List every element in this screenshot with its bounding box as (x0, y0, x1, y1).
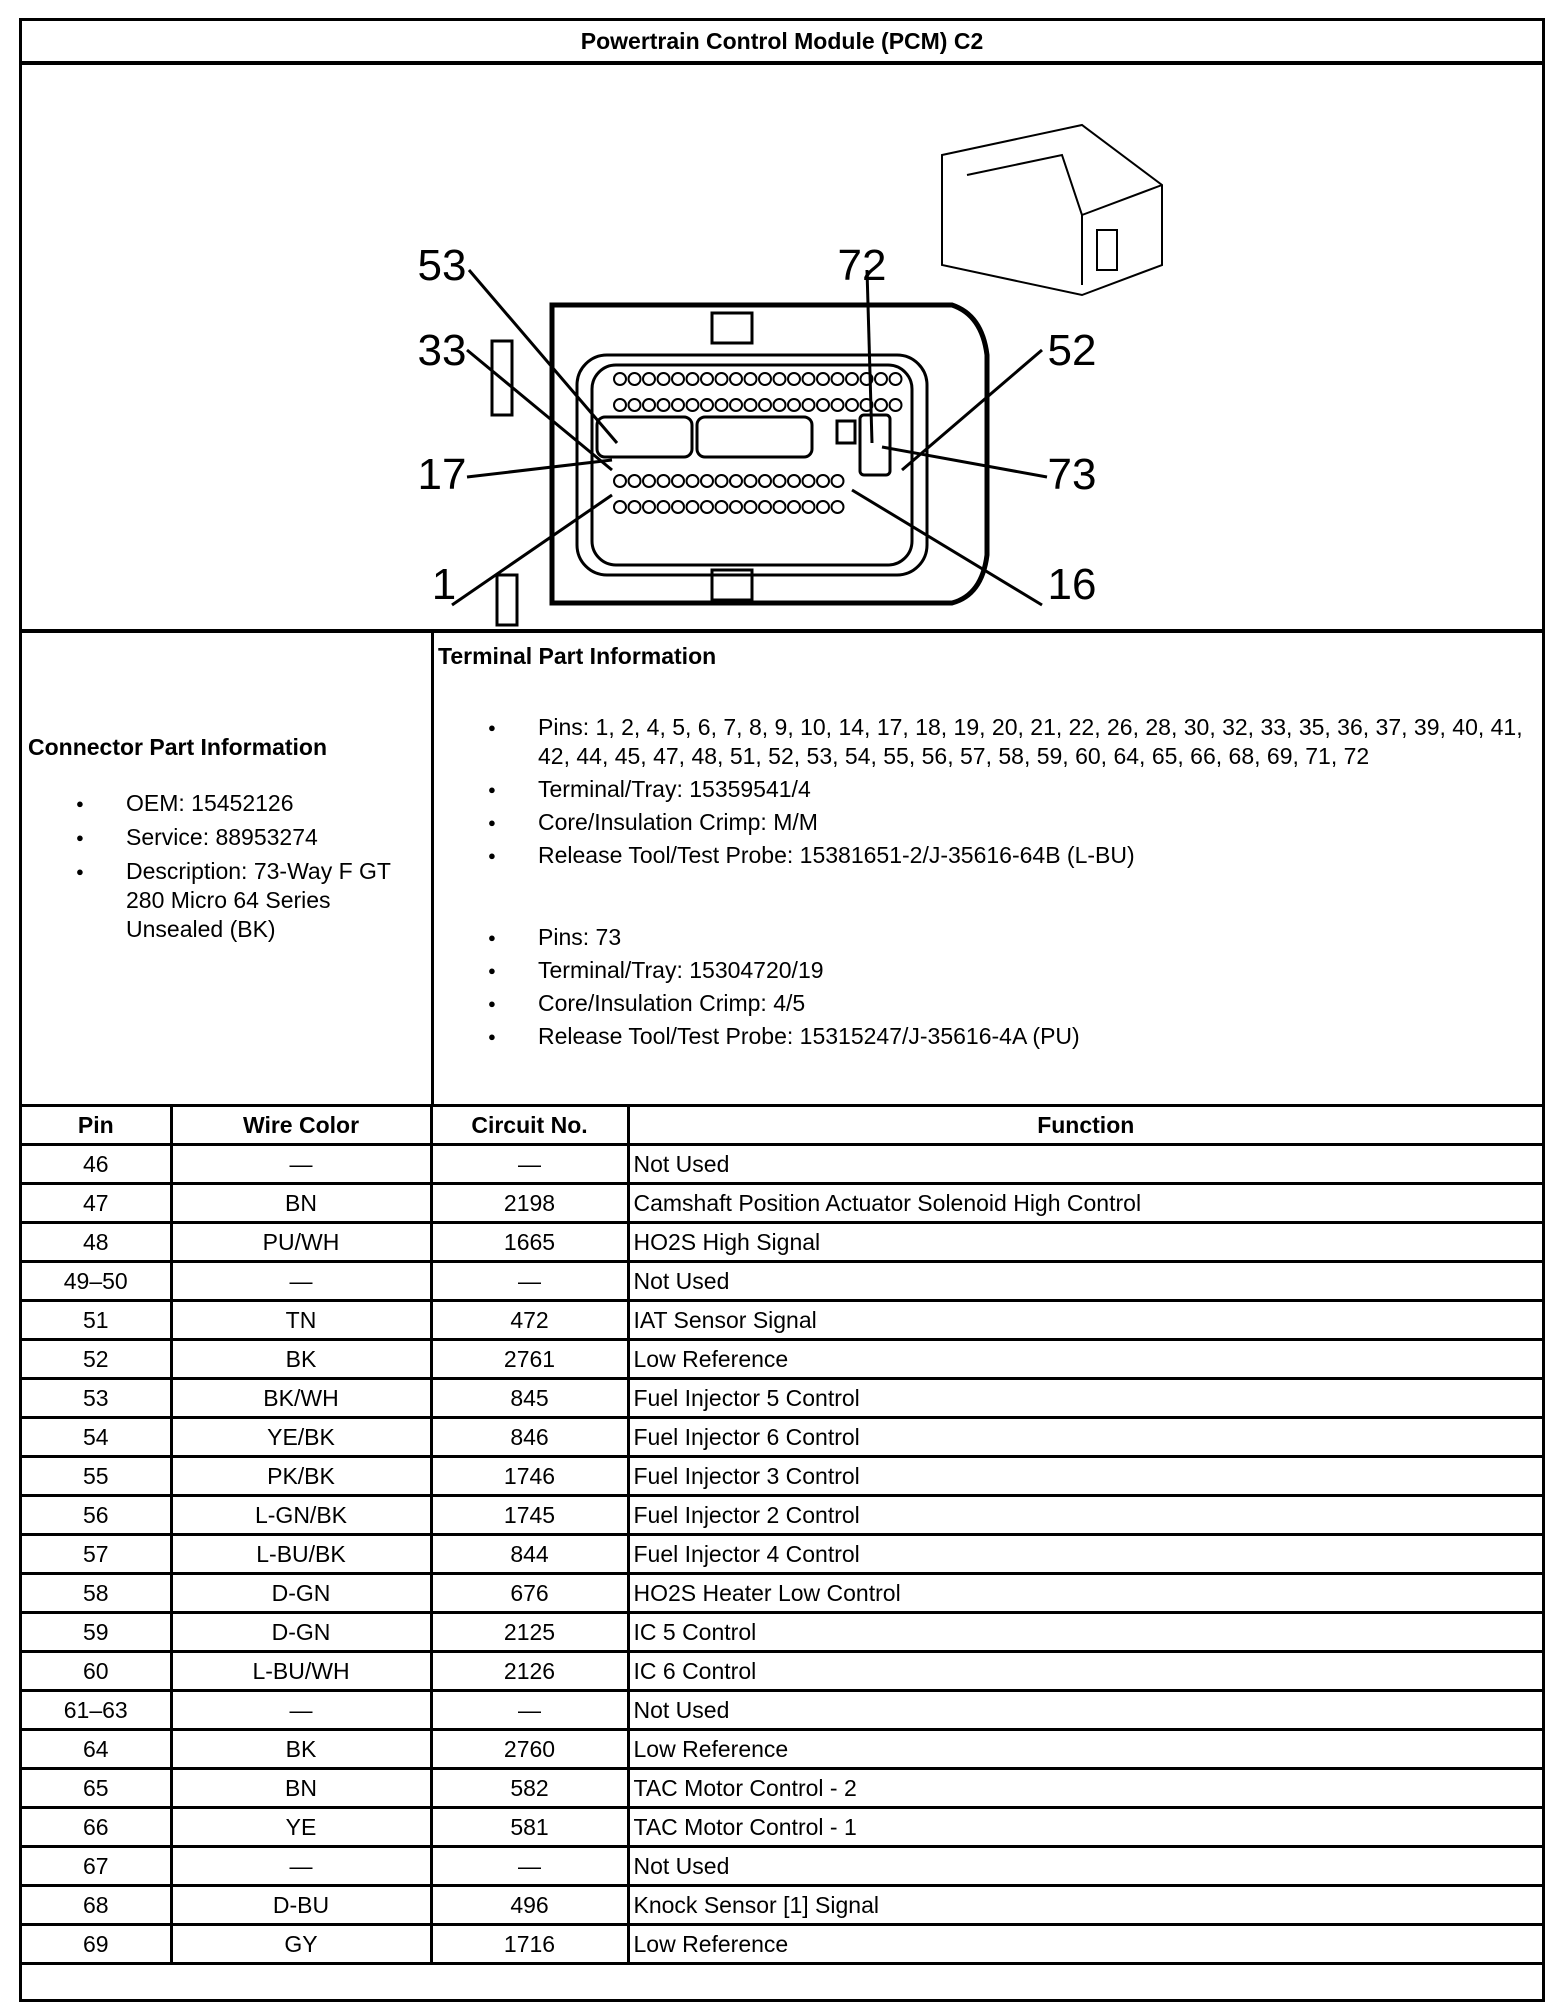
circuit-cell: 582 (431, 1769, 628, 1808)
table-row (22, 1691, 1542, 1730)
pin-cavity (658, 373, 670, 385)
function-cell: Low Reference (628, 1925, 1542, 1964)
circuit-cell: 2198 (431, 1184, 628, 1223)
pin-cavity (658, 399, 670, 411)
table-row (22, 1925, 1542, 1964)
circuit-cell: 1665 (431, 1223, 628, 1262)
pin-cavity (832, 501, 844, 513)
function-cell: Not Used (628, 1145, 1542, 1184)
pin-cell: 64 (22, 1730, 171, 1769)
function-cell: Fuel Injector 2 Control (628, 1496, 1542, 1535)
pin-cell: 61–63 (22, 1691, 171, 1730)
callout-52: 52 (1047, 326, 1097, 375)
pin-cavity (614, 501, 626, 513)
circuit-cell: 1746 (431, 1457, 628, 1496)
pin-cell: 60 (22, 1652, 171, 1691)
pin-cell: 47 (22, 1184, 171, 1223)
callout-1: 1 (431, 560, 457, 609)
function-cell: Fuel Injector 6 Control (628, 1418, 1542, 1457)
function-cell: Not Used (628, 1262, 1542, 1301)
pin-cell: 59 (22, 1613, 171, 1652)
header-wire-color: Wire Color (171, 1107, 431, 1145)
pin-cavity (701, 373, 713, 385)
function-cell: Low Reference (628, 1340, 1542, 1379)
table-row (22, 1613, 1542, 1652)
table-row (22, 1769, 1542, 1808)
pin-cell: 56 (22, 1496, 171, 1535)
wire-color-cell: D-GN (171, 1613, 431, 1652)
pin-cell: 53 (22, 1379, 171, 1418)
pin-cavity (672, 399, 684, 411)
pin-cell: 55 (22, 1457, 171, 1496)
wire-color-cell: YE/BK (171, 1418, 431, 1457)
table-row (22, 1847, 1542, 1886)
circuit-cell: — (431, 1847, 628, 1886)
wire-color-cell: L-BU/BK (171, 1535, 431, 1574)
circuit-cell: 676 (431, 1574, 628, 1613)
wire-color-cell: — (171, 1262, 431, 1301)
function-cell: IAT Sensor Signal (628, 1301, 1542, 1340)
connector-diagram (22, 65, 1542, 629)
terminal-tool-1: ● Release Tool/Test Probe: 15381651-2/J-35616-64B (L-BU) (538, 841, 1548, 870)
wire-color-cell: GY (171, 1925, 431, 1964)
function-cell: Low Reference (628, 1730, 1542, 1769)
pin-cavity (759, 475, 771, 487)
pin-cavity (672, 501, 684, 513)
pin-cavity (658, 501, 670, 513)
table-row (22, 1223, 1542, 1262)
pin-cavity (730, 373, 742, 385)
callout-53: 53 (417, 241, 467, 290)
pin-cavity (803, 501, 815, 513)
pin-cell: 46 (22, 1145, 171, 1184)
wire-color-cell: D-GN (171, 1574, 431, 1613)
part-information (22, 629, 1542, 1107)
pin-cell: 54 (22, 1418, 171, 1457)
circuit-cell: — (431, 1262, 628, 1301)
pin-cell: 52 (22, 1340, 171, 1379)
table-row (22, 1574, 1542, 1613)
pin-cavity (658, 475, 670, 487)
pin-cavity (643, 399, 655, 411)
terminal-tool-2: ● Release Tool/Test Probe: 15315247/J-35616-4A (PU) (538, 1022, 1548, 1051)
pin-cavity (745, 373, 757, 385)
terminal-crimp-1: ● Core/Insulation Crimp: M/M (538, 808, 1548, 837)
callout-72: 72 (837, 241, 887, 290)
pin-cavity (745, 475, 757, 487)
pin-cavity (687, 399, 699, 411)
pin-cell: 58 (22, 1574, 171, 1613)
pin-cavity (788, 475, 800, 487)
function-cell: IC 5 Control (628, 1613, 1542, 1652)
pin-cavity (643, 501, 655, 513)
function-cell: IC 6 Control (628, 1652, 1542, 1691)
pin-cavity (629, 399, 641, 411)
pin-cell: 66 (22, 1808, 171, 1847)
terminal-pins-2: ● Pins: 73 (538, 923, 1548, 952)
pin-cavity (788, 399, 800, 411)
pin-cavity (890, 373, 902, 385)
connector-info-heading: Connector Part Information (28, 734, 328, 760)
pin-cavity (701, 399, 713, 411)
pin-cavity (730, 501, 742, 513)
function-cell: Knock Sensor [1] Signal (628, 1886, 1542, 1925)
wire-color-cell: L-BU/WH (171, 1652, 431, 1691)
circuit-cell: — (431, 1145, 628, 1184)
table-row (22, 1730, 1542, 1769)
connector-service: ● Service: 88953274 (126, 823, 426, 852)
wire-color-cell: BK (171, 1730, 431, 1769)
callout-16: 16 (1047, 560, 1097, 609)
pin-cavity (774, 501, 786, 513)
wire-color-cell: PU/WH (171, 1223, 431, 1262)
terminal-crimp-2: ● Core/Insulation Crimp: 4/5 (538, 989, 1548, 1018)
circuit-cell: 1745 (431, 1496, 628, 1535)
page-title: Powertrain Control Module (PCM) C2 (22, 21, 1542, 65)
table-row (22, 1184, 1542, 1223)
table-row (22, 1145, 1542, 1184)
wire-color-cell: BN (171, 1184, 431, 1223)
connector-part-info (22, 633, 434, 1104)
pin-cavity (817, 399, 829, 411)
pin-cavity (875, 373, 887, 385)
function-cell: TAC Motor Control - 1 (628, 1808, 1542, 1847)
pin-cavity (788, 501, 800, 513)
terminal-info-heading: Terminal Part Information (438, 643, 717, 669)
wire-color-cell: — (171, 1847, 431, 1886)
circuit-cell: 1716 (431, 1925, 628, 1964)
pin-cavity (701, 475, 713, 487)
pin-cavity (846, 373, 858, 385)
pin-cavity (629, 475, 641, 487)
circuit-cell: 2126 (431, 1652, 628, 1691)
pin-cavity (643, 475, 655, 487)
pin-cavity (687, 373, 699, 385)
circuit-cell: 2760 (431, 1730, 628, 1769)
pin-cavity (701, 501, 713, 513)
pin-cavity (745, 501, 757, 513)
callout-line-1 (452, 495, 612, 605)
function-cell: Fuel Injector 3 Control (628, 1457, 1542, 1496)
pin-cavity (716, 399, 728, 411)
pin-cavity (803, 373, 815, 385)
table-row (22, 1808, 1542, 1847)
table-row (22, 1886, 1542, 1925)
function-cell: HO2S Heater Low Control (628, 1574, 1542, 1613)
circuit-cell: 845 (431, 1379, 628, 1418)
pin-cavity (730, 475, 742, 487)
pin-cavity (774, 373, 786, 385)
circuit-cell: 846 (431, 1418, 628, 1457)
pin-cavity (716, 373, 728, 385)
pin-cavity (730, 399, 742, 411)
terminal-pins-1: ● Pins: 1, 2, 4, 5, 6, 7, 8, 9, 10, 14, 17, 18, 19, 20, 21, 22, 26, 28, 30, 32, 33, 35, 36, 37, 39, 40, 41, 42, 44, 45, 47, 48, 51, 52, 53, 54, 55, 56, 57, 58, 59, 60, 64, 65, 66, 68, 69, 71, 72 (538, 713, 1548, 771)
pin-cell: 68 (22, 1886, 171, 1925)
function-cell: Fuel Injector 4 Control (628, 1535, 1542, 1574)
pin-cavity (629, 373, 641, 385)
pin-cavity (774, 475, 786, 487)
callout-17: 17 (417, 450, 467, 499)
table-row (22, 1535, 1542, 1574)
header-circuit-no: Circuit No. (431, 1107, 628, 1145)
table-row (22, 1340, 1542, 1379)
header-pin: Pin (22, 1107, 171, 1145)
pinout-table (22, 1107, 1542, 1965)
callout-73: 73 (1047, 450, 1097, 499)
wire-color-cell: — (171, 1691, 431, 1730)
pin-cavity (672, 373, 684, 385)
circuit-cell: — (431, 1691, 628, 1730)
pin-cavities (614, 373, 902, 513)
terminal-tray-1: ● Terminal/Tray: 15359541/4 (538, 775, 1548, 804)
function-cell: Not Used (628, 1691, 1542, 1730)
circuit-cell: 2761 (431, 1340, 628, 1379)
pin-cavity (890, 399, 902, 411)
wire-color-cell: D-BU (171, 1886, 431, 1925)
pin-cell: 48 (22, 1223, 171, 1262)
pin-cavity (846, 399, 858, 411)
wire-color-cell: PK/BK (171, 1457, 431, 1496)
wire-color-cell: YE (171, 1808, 431, 1847)
pin-cavity (614, 373, 626, 385)
table-row (22, 1418, 1542, 1457)
function-cell: Fuel Injector 5 Control (628, 1379, 1542, 1418)
pin-cavity (759, 373, 771, 385)
pin-cell: 51 (22, 1301, 171, 1340)
pin-cavity (745, 399, 757, 411)
pin-cavity (817, 501, 829, 513)
pin-cavity (643, 373, 655, 385)
pin-cavity (832, 399, 844, 411)
connector-description: ● Description: 73-Way F GT 280 Micro 64 Series Unsealed (BK) (126, 857, 426, 944)
pin-cell: 49–50 (22, 1262, 171, 1301)
circuit-cell: 496 (431, 1886, 628, 1925)
terminal-tray-2: ● Terminal/Tray: 15304720/19 (538, 956, 1548, 985)
wire-color-cell: BN (171, 1769, 431, 1808)
callout-33: 33 (417, 326, 467, 375)
table-row (22, 1496, 1542, 1535)
table-row (22, 1379, 1542, 1418)
connector-oem: ● OEM: 15452126 (126, 789, 426, 818)
circuit-cell: 2125 (431, 1613, 628, 1652)
pin-cavity (788, 373, 800, 385)
connector-face-drawing (22, 65, 1542, 629)
pin-cavity (687, 475, 699, 487)
pin-cavity (832, 475, 844, 487)
pin-cavity (759, 399, 771, 411)
table-row (22, 1301, 1542, 1340)
pin-cell: 57 (22, 1535, 171, 1574)
pin-cavity (803, 475, 815, 487)
pin-cavity (716, 501, 728, 513)
pin-cavity (774, 399, 786, 411)
connector-document (19, 18, 1545, 2002)
wire-color-cell: — (171, 1145, 431, 1184)
pin-cavity (614, 475, 626, 487)
pin-cavity (817, 373, 829, 385)
callout-line-73 (882, 447, 1047, 477)
header-function: Function (628, 1107, 1542, 1145)
pin-cell: 65 (22, 1769, 171, 1808)
callout-line-16 (852, 490, 1042, 605)
pin-cavity (817, 475, 829, 487)
function-cell: Not Used (628, 1847, 1542, 1886)
pin-cavity (875, 399, 887, 411)
wire-color-cell: BK/WH (171, 1379, 431, 1418)
pin-cavity (672, 475, 684, 487)
function-cell: TAC Motor Control - 2 (628, 1769, 1542, 1808)
circuit-cell: 581 (431, 1808, 628, 1847)
terminal-part-info (434, 633, 1542, 1104)
table-row (22, 1262, 1542, 1301)
pin-cell: 69 (22, 1925, 171, 1964)
pin-cavity (803, 399, 815, 411)
circuit-cell: 844 (431, 1535, 628, 1574)
circuit-cell: 472 (431, 1301, 628, 1340)
function-cell: Camshaft Position Actuator Solenoid High Control (628, 1184, 1542, 1223)
wire-color-cell: BK (171, 1340, 431, 1379)
wire-color-cell: TN (171, 1301, 431, 1340)
wire-color-cell: L-GN/BK (171, 1496, 431, 1535)
pin-cavity (759, 501, 771, 513)
function-cell: HO2S High Signal (628, 1223, 1542, 1262)
table-row (22, 1457, 1542, 1496)
pin-cavity (687, 501, 699, 513)
pin-cavity (832, 373, 844, 385)
pin-cavity (614, 399, 626, 411)
pin-cell: 67 (22, 1847, 171, 1886)
table-row (22, 1652, 1542, 1691)
pin-cavity (716, 475, 728, 487)
callout-line-17 (467, 460, 612, 477)
pin-cavity (629, 501, 641, 513)
